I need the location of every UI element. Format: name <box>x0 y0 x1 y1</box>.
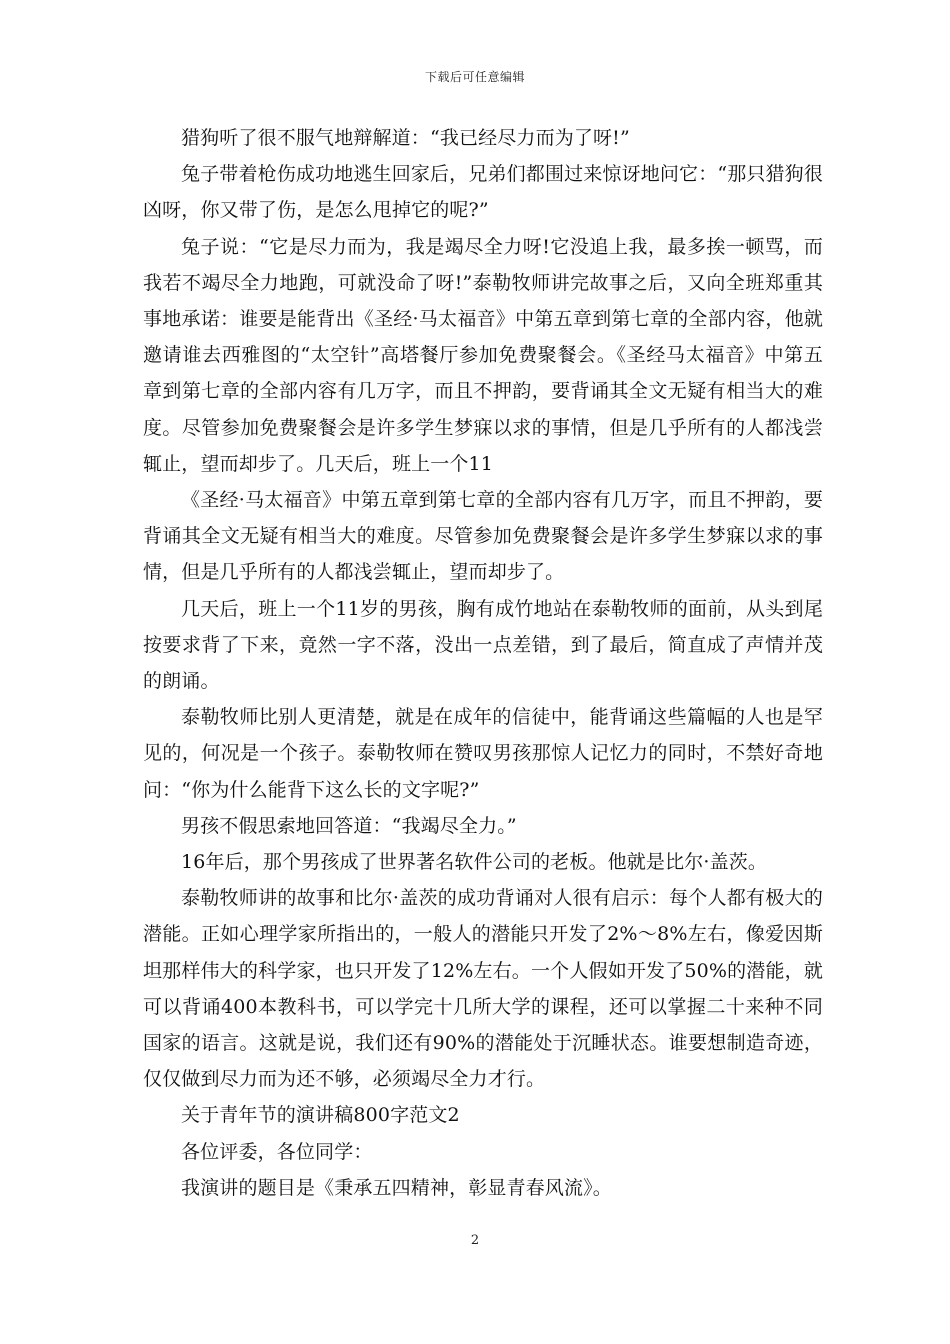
paragraph: 男孩不假思索地回答道：“我竭尽全力。” <box>181 814 517 837</box>
paragraph: 兔子说：“它是尽力而为，我是竭尽全力呀!它没追上我，最多挨一顿骂，而我若不竭尽全力地跑，可就没命了呀!”泰勒牧师讲完故事之后，又向全班郑重其事地承诺：谁要是能背出《圣经·马太福音》中第五章到第七章的全部内容，他就邀请谁去西雅图的“太空针”高塔餐厅参加免费聚餐会。《圣经马太福音》中第五章到第七章的全部内容有几万字，而且不押韵，要背诵其全文无疑有相当大的难度。尽管参加免费聚餐会是许多学生梦寐以求的事情，但是几乎所有的人都浅尝辄止，望而却步了。几天后，班上一个11 <box>143 235 823 475</box>
section-heading: 关于青年节的演讲稿800字范文2 <box>181 1104 460 1127</box>
header-note: 下载后可任意编辑 <box>424 70 525 84</box>
paragraph: 兔子带着枪伤成功地逃生回家后，兄弟们都围过来惊讶地问它：“那只猎狗很凶呀，你又带了伤，是怎么甩掉它的呢?” <box>143 163 823 222</box>
page-number: 2 <box>470 1233 480 1248</box>
paragraph: 泰勒牧师讲的故事和比尔·盖茨的成功背诵对人很有启示：每个人都有极大的潜能。正如心理学家所指出的，一般人的潜能只开发了2%～8%左右，像爱因斯坦那样伟大的科学家，也只开发了12%左右。一个人假如开发了50%的潜能，就可以背诵400本教科书，可以学完十几所大学的课程，还可以掌握二十来种不同国家的语言。这就是说，我们还有90%的潜能处于沉睡状态。谁要想制造奇迹，仅仅做到尽力而为还不够，必须竭尽全力才行。 <box>143 887 823 1091</box>
paragraph: 猎狗听了很不服气地辩解道：“我已经尽力而为了呀!” <box>181 127 630 149</box>
body-text <box>143 120 823 1206</box>
paragraph: 泰勒牧师比别人更清楚，就是在成年的信徒中，能背诵这些篇幅的人也是罕见的，何况是一个孩子。泰勒牧师在赞叹男孩那惊人记忆力的同时，不禁好奇地问：“你为什么能背下这么长的文字呢?” <box>143 706 823 801</box>
paragraph: 16年后，那个男孩成了世界著名软件公司的老板。他就是比尔·盖茨。 <box>181 851 768 874</box>
paragraph: 几天后，班上一个11岁的男孩，胸有成竹地站在泰勒牧师的面前，从头到尾按要求背了下来，竟然一字不落，没出一点差错，到了最后，简直成了声情并茂的朗诵。 <box>143 597 823 693</box>
salutation: 各位评委，各位同学： <box>181 1140 373 1163</box>
paragraph: 我演讲的题目是《秉承五四精神，彰显青春风流》。 <box>181 1176 612 1199</box>
paragraph: 《圣经·马太福音》中第五章到第七章的全部内容有几万字，而且不押韵，要背诵其全文无疑有相当大的难度。尽管参加免费聚餐会是许多学生梦寐以求的事情，但是几乎所有的人都浅尝辄止，望而却步了。 <box>143 489 823 584</box>
